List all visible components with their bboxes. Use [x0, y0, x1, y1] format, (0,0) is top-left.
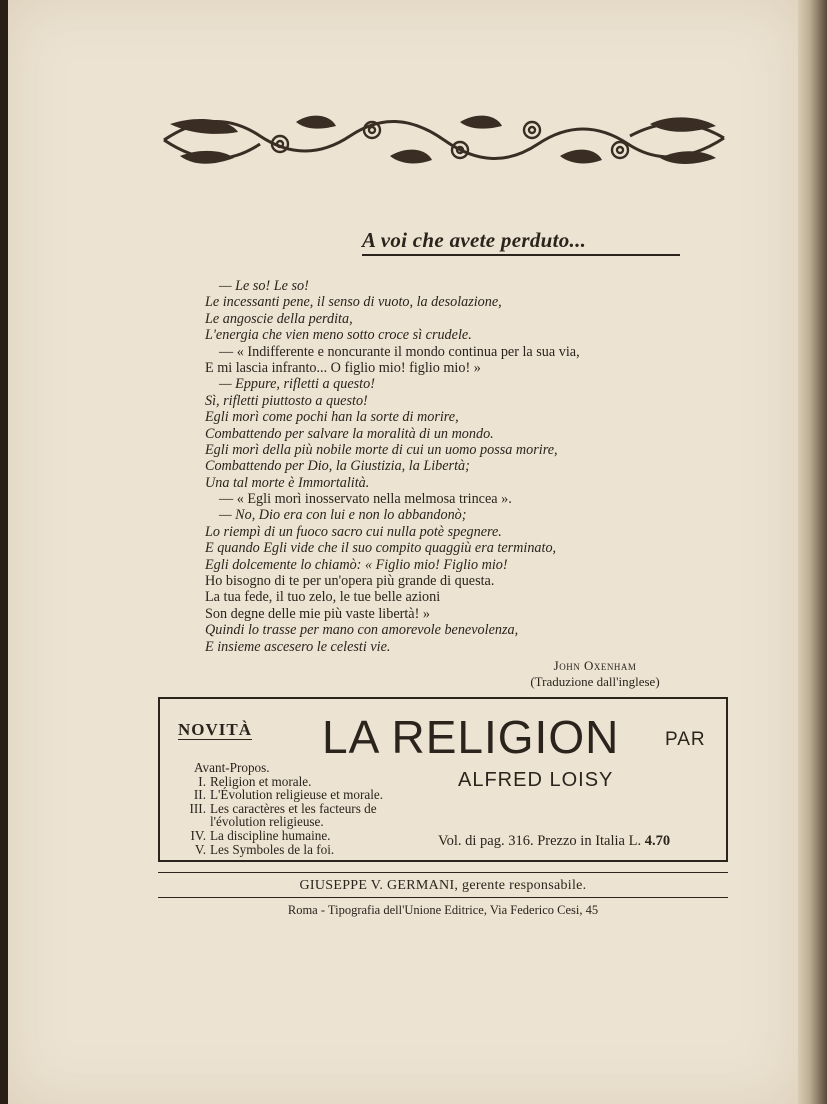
poem-line: Combattendo per Dio, la Giustizia, la Libertà;	[205, 458, 470, 475]
footer-rule-bottom	[158, 897, 728, 898]
poem-line: E insieme ascesero le celesti vie.	[205, 638, 391, 655]
footer-rule-top	[158, 872, 728, 873]
ad-price-line	[438, 833, 670, 850]
poem-line: La tua fede, il tuo zelo, le tue belle azioni	[205, 589, 441, 606]
poem-line: — Eppure, rifletti a questo!	[219, 376, 375, 393]
poem-line: — Le so! Le so!	[219, 278, 309, 294]
ad-book-author: ALFRED LOISY	[458, 769, 614, 791]
poem-author: John Oxenham	[553, 658, 637, 673]
poem-line: E quando Egli vide che il suo compito quaggiù era terminato,	[205, 540, 557, 557]
contents-item-text: l'évolution religieuse.	[210, 814, 324, 830]
footer-tipografia: Roma - Tipografia dell'Unione Editrice, Via Federico Cesi, 45	[287, 903, 599, 917]
contents-item-text: Religion et morale.	[210, 773, 312, 789]
contents-item	[176, 829, 426, 843]
contents-item	[176, 788, 426, 802]
contents-item-text: L'Évolution religieuse et morale.	[210, 787, 384, 803]
poem-line: Sì, rifletti piuttosto a questo!	[205, 392, 368, 409]
contents-item-number: II.	[193, 787, 206, 803]
poem-line: Quindi lo trasse per mano con amorevole benevolenza,	[205, 622, 519, 639]
poem-line: Lo riempì di un fuoco sacro cui nulla potè spegnere.	[205, 523, 502, 540]
poem-line: L'energia che vien meno sotto croce sì crudele.	[205, 327, 472, 344]
poem-line: Le angoscie della perdita,	[205, 310, 353, 327]
poem-line: Combattendo per salvare la moralità di un mondo.	[205, 425, 494, 442]
ad-novita-label: NOVITÀ	[178, 720, 253, 739]
contents-item	[176, 802, 426, 816]
ad-price-value: 4.70	[644, 833, 671, 849]
poem-body	[205, 278, 685, 655]
contents-item-number	[176, 815, 210, 829]
contents-item	[176, 815, 426, 829]
poem-line: E mi lascia infranto... O figlio mio! figlio mio! »	[205, 359, 481, 376]
ad-book-title: LA RELIGION	[322, 711, 620, 763]
footer-gerente: GIUSEPPE V. GERMANI, gerente responsabile.	[299, 878, 587, 893]
poem-line: Una tal morte è Immortalità.	[205, 474, 370, 491]
contents-item-text: Les caractères et les facteurs de	[210, 800, 377, 816]
contents-item-text: Avant-Propos.	[194, 760, 270, 775]
contents-item-text: Les Symboles de la foi.	[210, 841, 335, 857]
contents-item	[176, 761, 426, 775]
contents-item	[176, 775, 426, 789]
poem-line: — No, Dio era con lui e non lo abbandonò;	[219, 507, 467, 524]
poem-line: — « Indifferente e noncurante il mondo continua per la sua via,	[219, 343, 580, 360]
ad-price-text: Vol. di pag. 316. Prezzo in Italia L.	[438, 833, 642, 849]
contents-item-number: V.	[194, 841, 206, 857]
ad-par-label: PAR	[665, 729, 706, 750]
poem-line: Egli dolcemente lo chiamò: « Figlio mio! Figlio mio!	[205, 556, 508, 573]
contents-item-number: I.	[198, 773, 206, 789]
poem-line: Egli morì della più nobile morte di cui un uomo possa morire,	[205, 441, 558, 458]
poem-line: Le incessanti pene, il senso di vuoto, la desolazione,	[205, 294, 502, 311]
poem-line: Egli morì come pochi han la sorte di morire,	[205, 409, 459, 426]
contents-item-text: La discipline humaine.	[210, 827, 331, 843]
poem-attribution	[520, 658, 670, 690]
poem-title: A voi che avete perduto...	[362, 228, 680, 256]
contents-item	[176, 843, 426, 857]
floral-ornament	[160, 110, 728, 170]
book-advertisement	[158, 697, 728, 862]
poem-line: Son degne delle mie più vaste libertà! »	[205, 605, 430, 622]
poem-line: Ho bisogno di te per un'opera più grande di questa.	[205, 573, 495, 590]
page-edge	[798, 0, 827, 1104]
translation-note: (Traduzione dall'inglese)	[530, 674, 660, 689]
ad-contents-list	[176, 761, 426, 856]
contents-item-number: III.	[189, 800, 206, 816]
contents-item-number: IV.	[190, 827, 206, 843]
poem-line: — « Egli morì inosservato nella melmosa trincea ».	[219, 491, 512, 508]
